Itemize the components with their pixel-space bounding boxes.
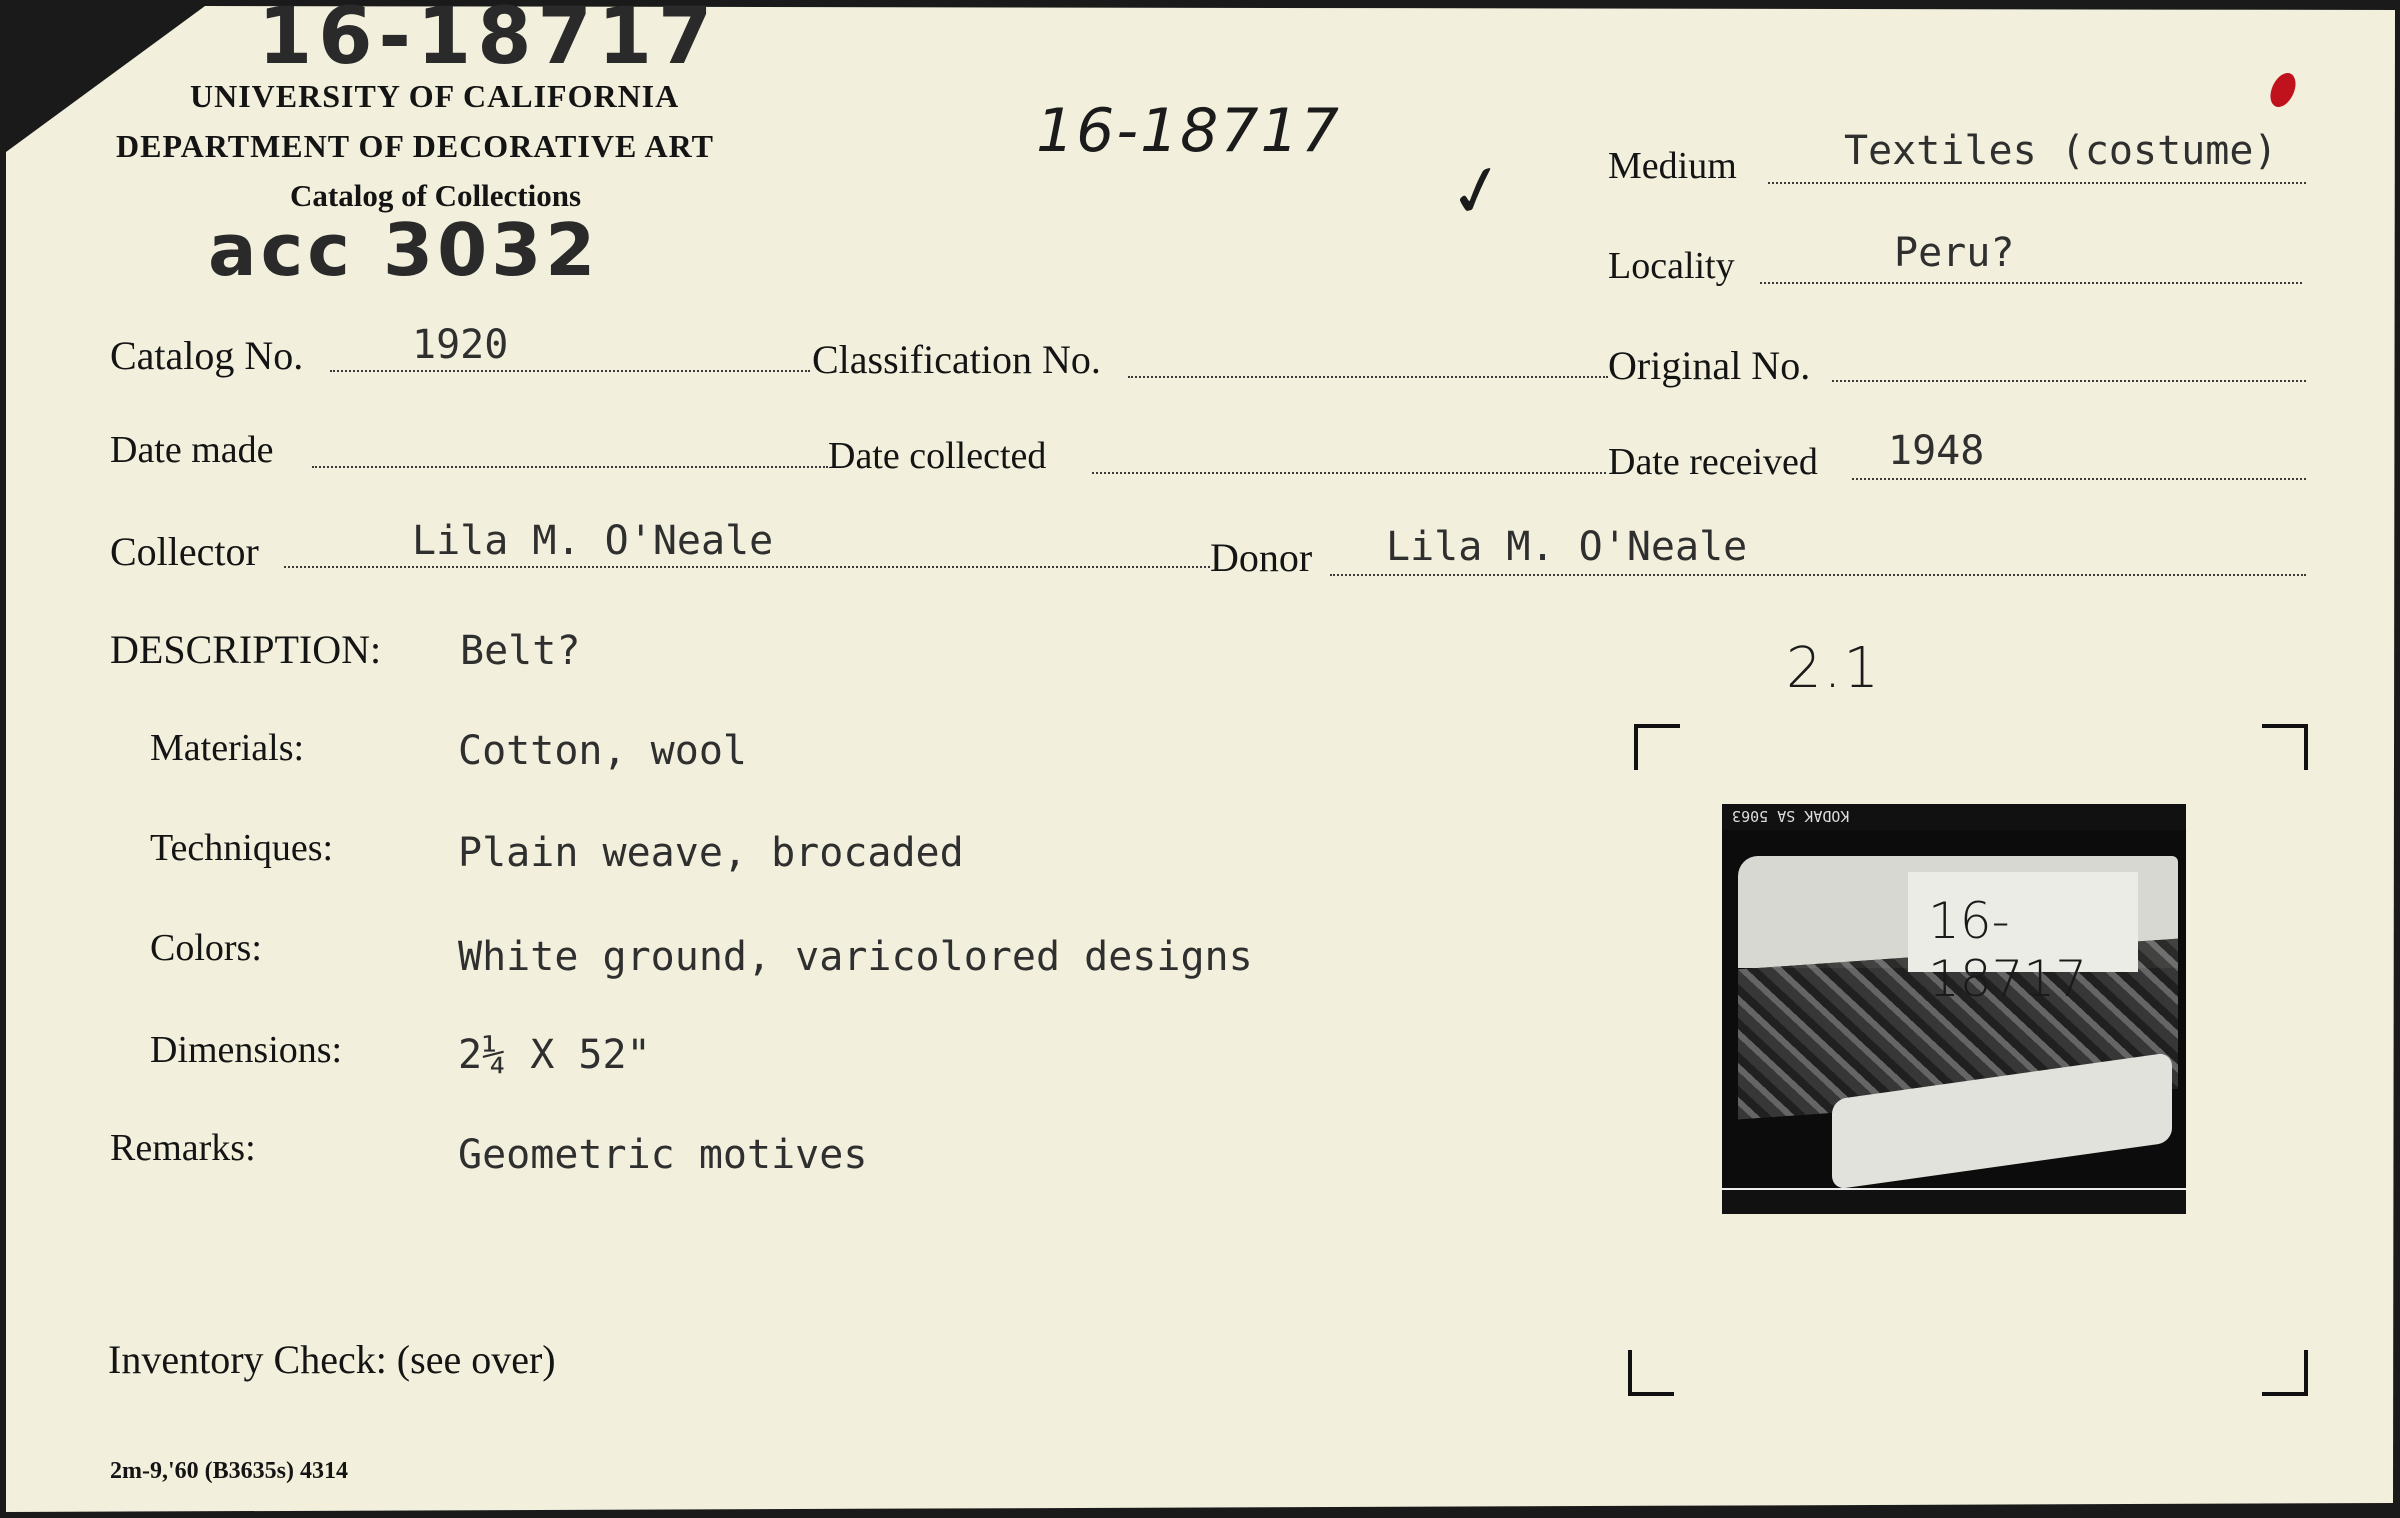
remarks-value: Geometric motives	[458, 1132, 868, 1178]
materials-label: Materials:	[150, 727, 305, 769]
donor-label: Donor	[1210, 535, 1313, 580]
date-made-line	[312, 466, 828, 468]
specimen-photo	[1722, 804, 2186, 1214]
date-collected-label: Date collected	[828, 435, 1047, 477]
handwritten-number-center: 16-18717	[1036, 96, 1341, 166]
date-made-label: Date made	[110, 429, 274, 471]
handwritten-number-top: 16-18717	[258, 0, 719, 82]
medium-line	[1768, 182, 2306, 184]
check-mark: ✓	[1440, 144, 1517, 238]
collector-value: Lila M. O'Neale	[412, 518, 774, 564]
locality-label: Locality	[1608, 245, 1735, 287]
donor-value: Lila M. O'Neale	[1386, 524, 1748, 570]
description-value: Belt?	[460, 628, 581, 674]
film-edge-text: KODAK SA 5063	[1732, 807, 1850, 825]
catalog-no-line	[330, 370, 810, 372]
film-edge-strip	[1722, 804, 2186, 830]
catalog-no-label: Catalog No.	[110, 333, 304, 378]
locality-value: Peru?	[1894, 230, 2015, 276]
catalog-title: Catalog of Collections	[290, 178, 582, 213]
print-code: 2m-9,'60 (B3635s) 4314	[110, 1458, 348, 1484]
department-name: DEPARTMENT OF DECORATIVE ART	[116, 128, 714, 164]
remarks-label: Remarks:	[110, 1127, 256, 1169]
date-received-value: 1948	[1888, 428, 1985, 474]
photo-tag-text: 16-18717	[1928, 892, 2088, 1008]
date-collected-line	[1092, 472, 1606, 474]
dimensions-label: Dimensions:	[150, 1029, 343, 1071]
description-label: DESCRIPTION:	[110, 627, 382, 672]
photo-tag	[1908, 872, 2138, 1008]
inventory-check: Inventory Check: (see over)	[108, 1337, 556, 1382]
date-received-line	[1852, 478, 2306, 480]
original-no-label: Original No.	[1608, 343, 1811, 388]
catalog-no-value: 1920	[412, 322, 509, 368]
classification-no-line	[1128, 376, 1608, 378]
photo-corner-bottom-left	[1628, 1350, 1674, 1396]
original-no-line	[1832, 380, 2306, 382]
materials-value: Cotton, wool	[458, 728, 747, 774]
medium-label: Medium	[1608, 145, 1737, 187]
dimensions-value: 2¼ X 52"	[458, 1032, 651, 1078]
photo-corner-top-left	[1634, 724, 1680, 770]
photo-corner-top-right	[2262, 724, 2308, 770]
university-name: UNIVERSITY OF CALIFORNIA	[190, 78, 680, 114]
colors-label: Colors:	[150, 927, 262, 969]
photo-number: 2.1	[1786, 636, 1882, 701]
medium-value: Textiles (costume)	[1844, 128, 2278, 174]
classification-no-label: Classification No.	[812, 337, 1101, 382]
techniques-label: Techniques:	[150, 827, 334, 869]
colors-value: White ground, varicolored designs	[458, 934, 1253, 980]
donor-line	[1330, 574, 2306, 576]
film-edge-strip-bottom	[1722, 1188, 2186, 1214]
techniques-value: Plain weave, brocaded	[458, 830, 964, 876]
photo-corner-bottom-right	[2262, 1350, 2308, 1396]
accession-note: acc 3032	[208, 208, 600, 292]
locality-line	[1760, 282, 2302, 284]
collector-label: Collector	[110, 529, 259, 574]
collector-line	[284, 566, 1210, 568]
date-received-label: Date received	[1608, 441, 1818, 483]
